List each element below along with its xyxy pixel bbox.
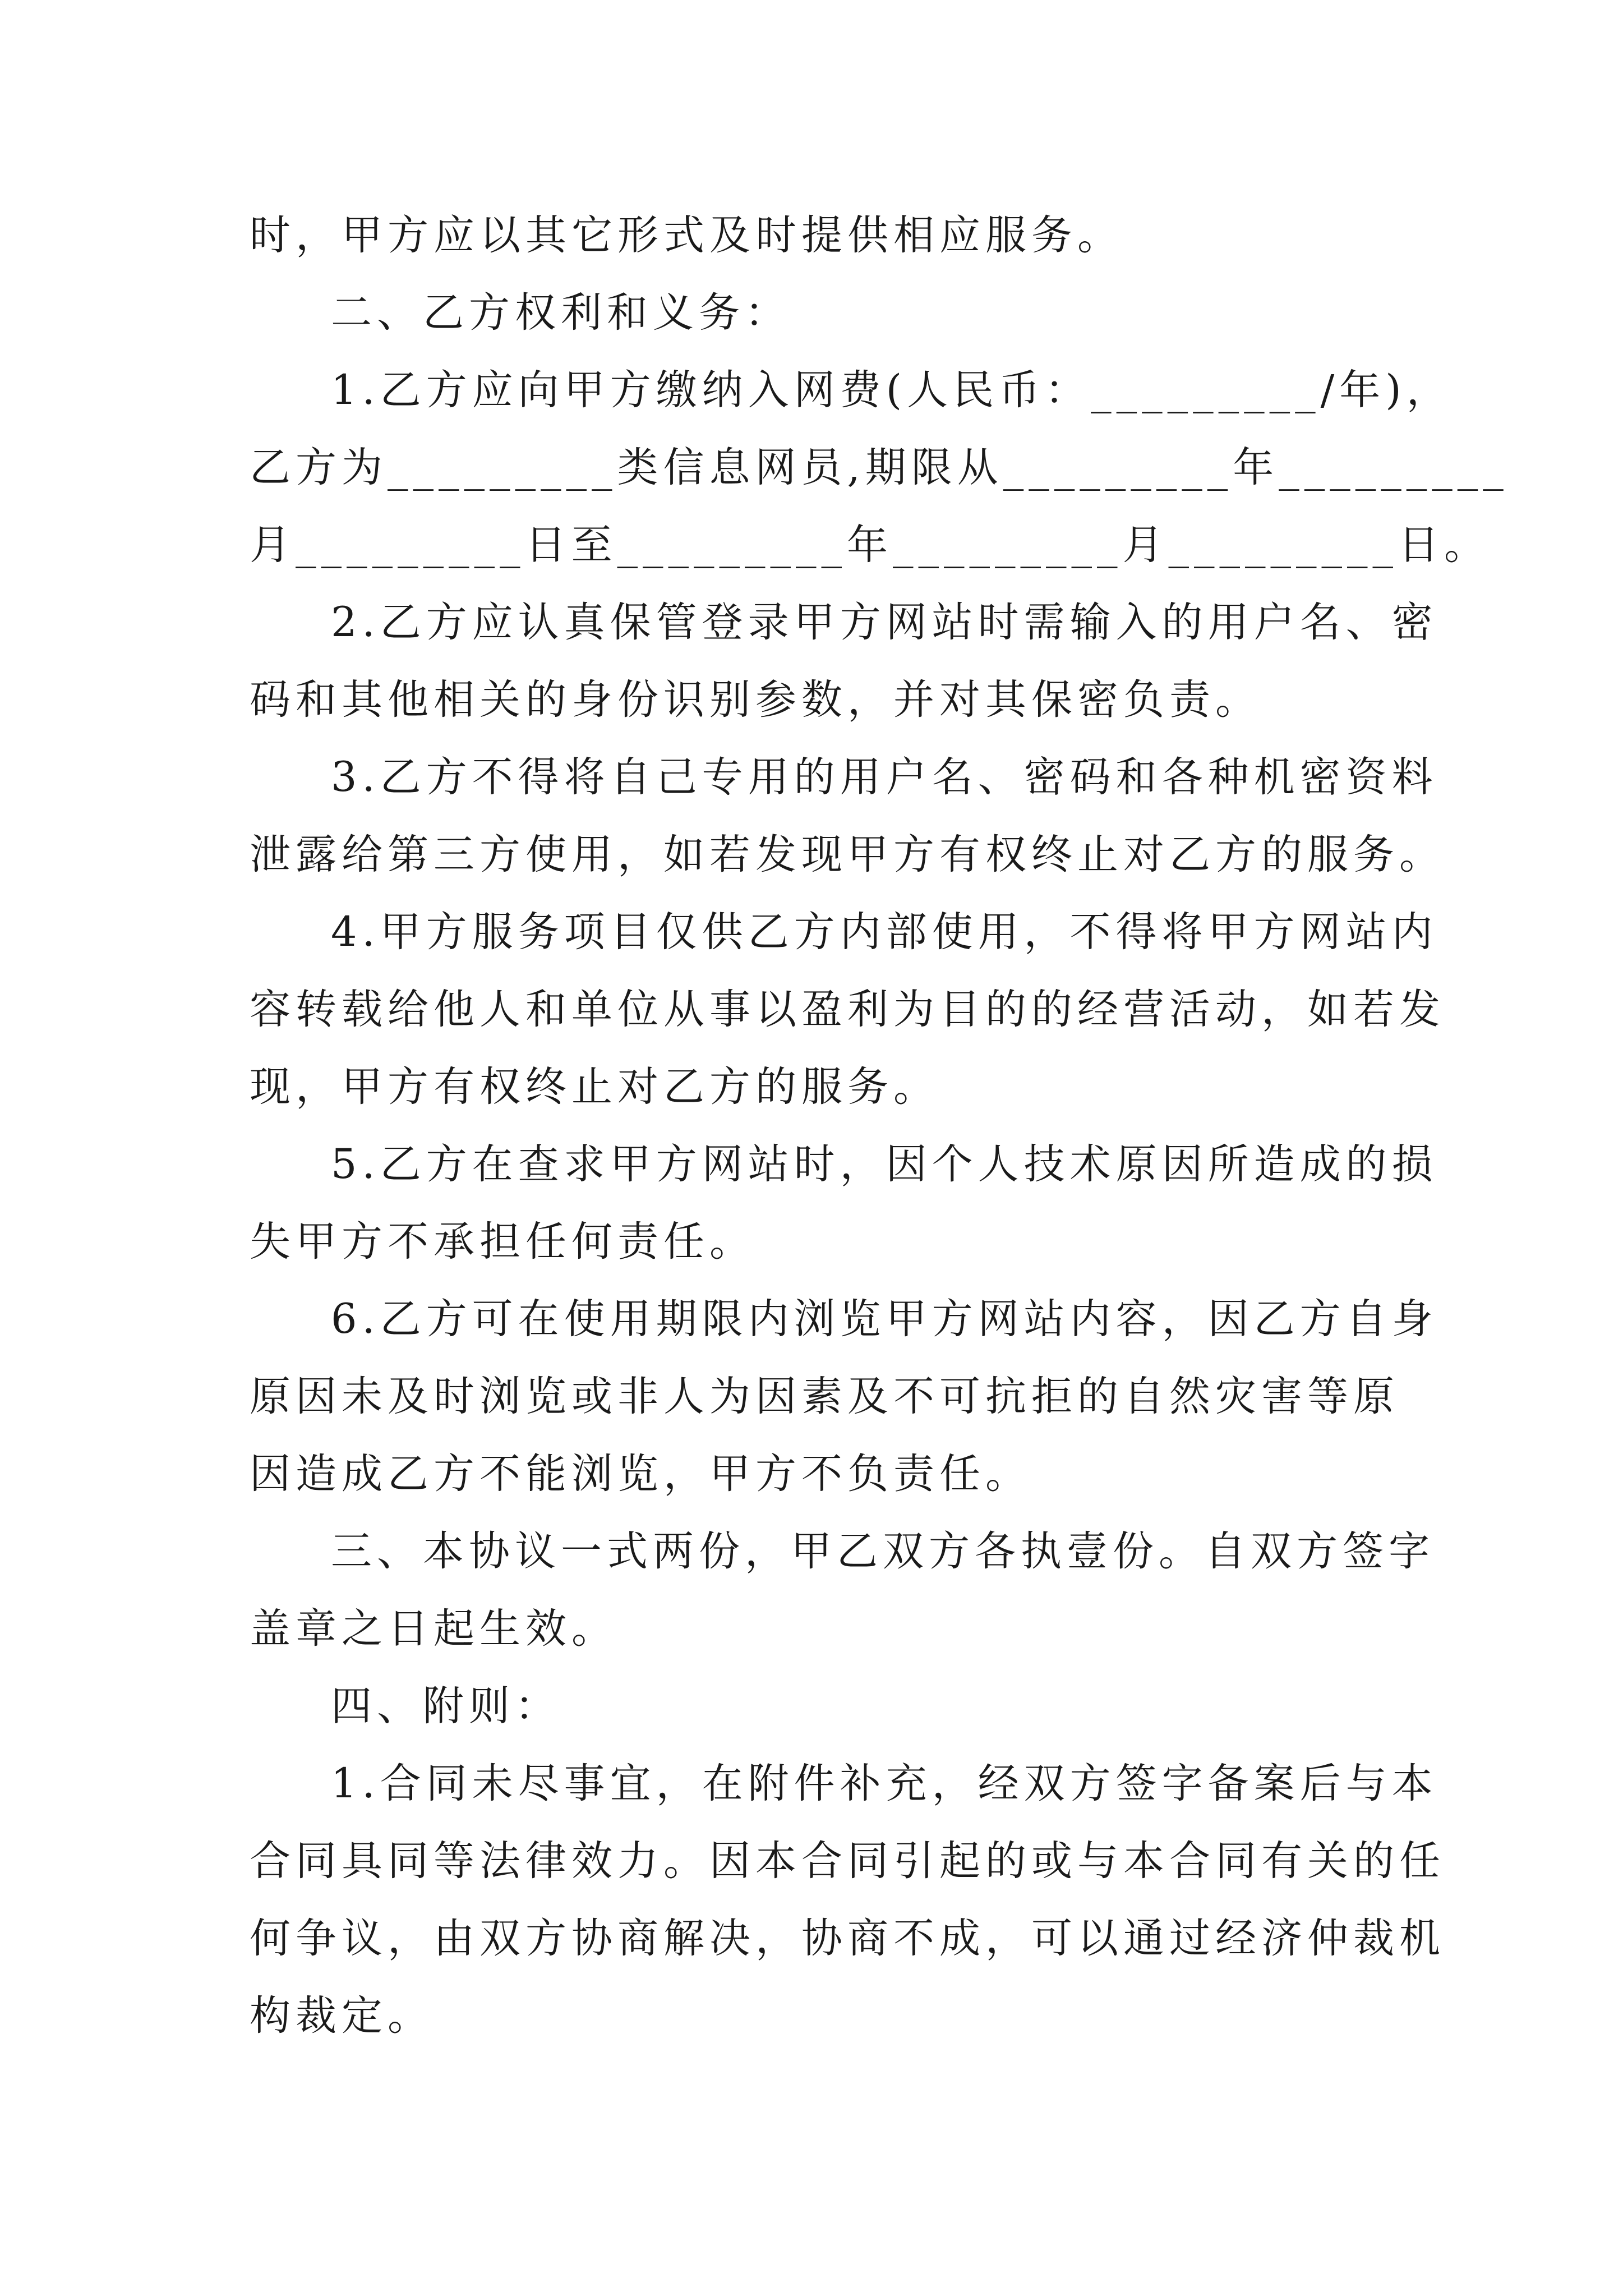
text-line: 月_________日至_________年_________月_________日。	[250, 521, 1490, 569]
text-line: 因造成乙方不能浏览，甲方不负责任。	[250, 1450, 1031, 1498]
text-line: 合同具同等法律效力。因本合同引起的或与本合同有关的任	[250, 1837, 1445, 1885]
text-line: 码和其他相关的身份识别参数，并对其保密负责。	[250, 676, 1261, 724]
text-line: 乙方为_________类信息网员,期限从_________年_________	[250, 444, 1509, 491]
text-line: 1.乙方应向甲方缴纳入网费(人民币：_________/年)，	[331, 366, 1453, 414]
text-line: 盖章之日起生效。	[250, 1605, 617, 1653]
section-heading: 四、附则：	[331, 1682, 561, 1730]
text-line: 原因未及时浏览或非人为因素及不可抗拒的自然灾害等原	[250, 1373, 1399, 1420]
text-line: 1.合同未尽事宜，在附件补充，经双方签字备案后与本	[331, 1760, 1438, 1807]
text-line: 失甲方不承担任何责任。	[250, 1218, 755, 1266]
text-line: 构裁定。	[250, 1992, 434, 2040]
text-line: 容转载给他人和单位从事以盈利为目的的经营活动，如若发	[250, 986, 1445, 1033]
text-line: 6.乙方可在使用期限内浏览甲方网站内容，因乙方自身	[331, 1295, 1438, 1343]
text-line: 3.乙方不得将自己专用的用户名、密码和各种机密资料	[331, 753, 1438, 801]
text-line: 何争议，由双方协商解决，协商不成，可以通过经济仲裁机	[250, 1915, 1445, 1962]
text-line: 泄露给第三方使用，如若发现甲方有权终止对乙方的服务。	[250, 831, 1445, 878]
text-line: 2.乙方应认真保管登录甲方网站时需输入的用户名、密	[331, 599, 1438, 646]
text-line: 现，甲方有权终止对乙方的服务。	[250, 1063, 939, 1111]
section-heading: 二、乙方权利和义务：	[331, 289, 791, 337]
text-line: 4.甲方服务项目仅供乙方内部使用，不得将甲方网站内	[331, 908, 1438, 956]
section-heading: 三、本协议一式两份，甲乙双方各执壹份。自双方签字	[331, 1527, 1435, 1575]
text-line: 时，甲方应以其它形式及时提供相应服务。	[250, 211, 1123, 259]
text-line: 5.乙方在查求甲方网站时，因个人技术原因所造成的损	[331, 1140, 1438, 1188]
